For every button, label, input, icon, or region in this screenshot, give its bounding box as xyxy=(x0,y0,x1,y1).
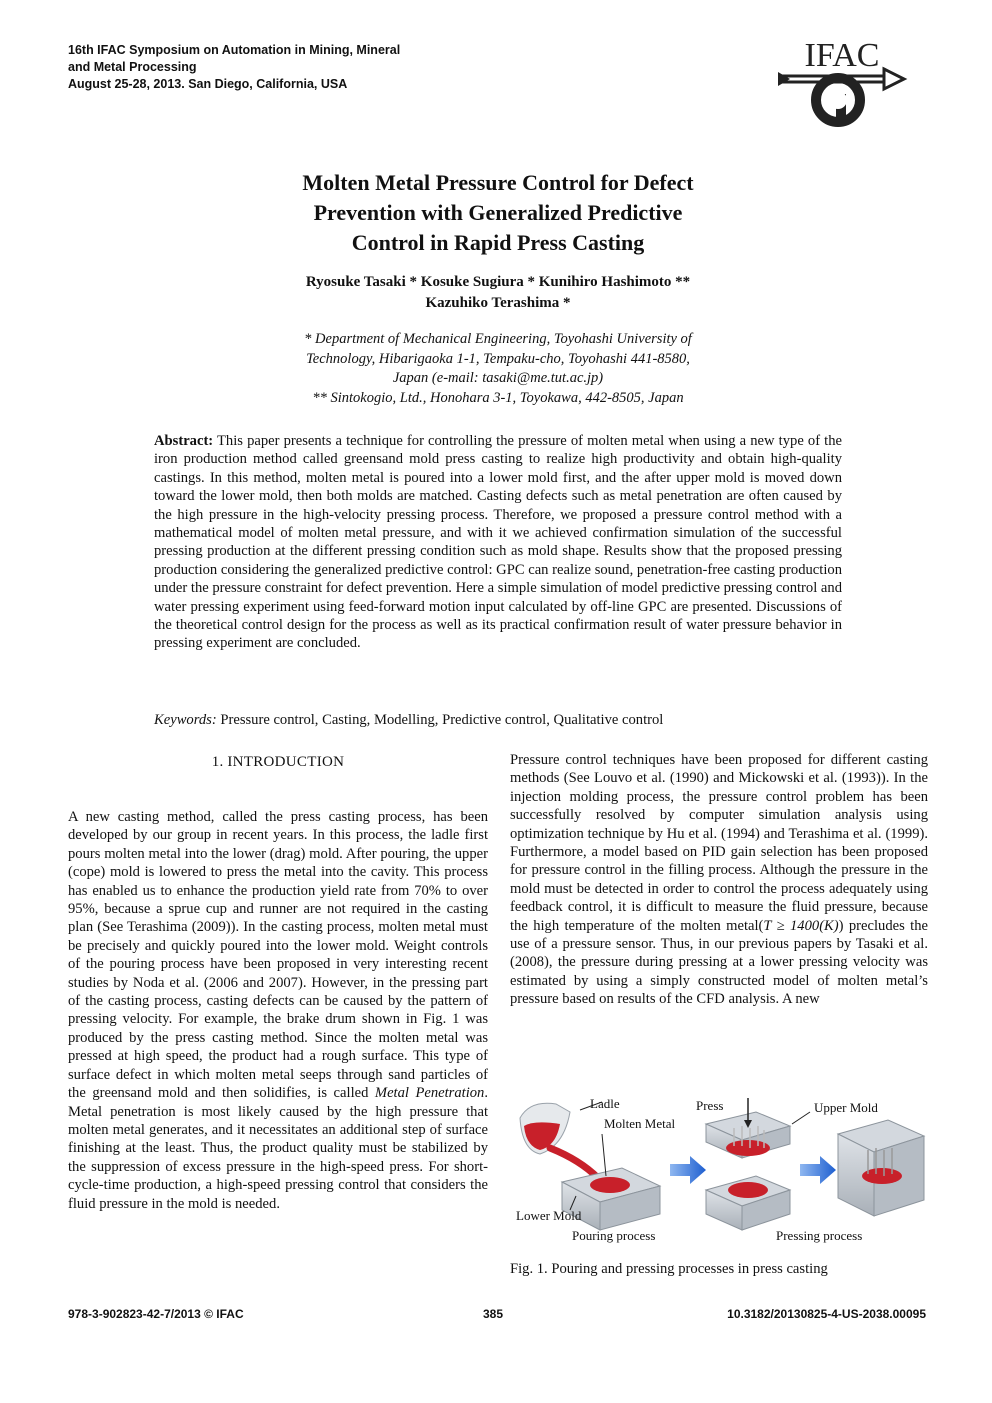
abstract-label: Abstract: xyxy=(154,433,214,449)
label-press: Press xyxy=(696,1098,724,1113)
figure-1 xyxy=(510,1090,930,1250)
affiliation-line-1: * Department of Mechanical Engineering, Toyohashi University of xyxy=(304,331,692,347)
section-title: INTRODUCTION xyxy=(227,754,345,770)
conference-line-1: 16th IFAC Symposium on Automation in Mining, Mineral xyxy=(68,43,401,57)
affiliations xyxy=(200,330,796,408)
paper-title xyxy=(200,168,796,258)
title-line-1: Molten Metal Pressure Control for Defect xyxy=(302,170,694,195)
left-paragraph-part-2: . Metal penetration is most likely caused by the high pressure that molten metal generates, and it necessitates an additional step of surface finishing at the least. Thus, the product quality must be stabilized by the suppression of excess pressure in the high-speed press. For short-cycle-time production, a high-speed pressing control that considers the fluid pressure in the mold is needed. xyxy=(68,1085,489,1212)
label-molten-metal: Molten Metal xyxy=(604,1116,676,1131)
matched-molds-stage xyxy=(838,1120,924,1216)
conference-line-3: August 25-28, 2013. San Diego, California, USA xyxy=(68,77,348,91)
label-pressing-process: Pressing process xyxy=(776,1228,863,1243)
left-paragraph-part-1: A new casting method, called the press casting process, has been developed by our group in recent years. In this process, the ladle first pours molten metal into the lower (drag) mold. After pouring, the upper (cope) mold is lowered to press the metal into the cavity. This process has enabled us to enhance the production yield rate from 70% to over 95%, because a sprue cup and runner are not required in the casting plan (See Terashima (2009)). In the casting process, molten metal must be precisely and quickly poured into the lower mold. Weight controls of the pouring process have been proposed in very interesting recent studies by Noda et al. (2006 and 2007). However, in the pressing part of the casting process, casting defects can be caused by the pattern of pressing velocity. For example, the brake drum shown in Fig. 1 was produced by the press casting method. Since the molten metal was pressed at high speed, the product had a rough surface. This type of surface defect in which molten metal seeps through sand particles of the greensand mold and then solidifies, is called xyxy=(68,809,488,1102)
keywords-text: Pressure control, Casting, Modelling, Predictive control, Qualitative control xyxy=(220,712,664,728)
title-line-2: Prevention with Generalized Predictive xyxy=(313,200,683,225)
label-pouring-process: Pouring process xyxy=(572,1228,656,1243)
footer-page-number: 385 xyxy=(483,1307,504,1321)
process-arrow-2 xyxy=(800,1156,836,1184)
abstract-text: This paper presents a technique for controlling the pressure of molten metal when using a new type of the iron production method called greensand mold press casting to realize high productivity and obtain high-quality castings. In this method, molten metal is poured into a lower mold first, and the after upper mold is moved down toward the lower mold, then both molds are matched. Casting defects such as metal penetration are often caused by the high pressure in the high-velocity pressing process. Therefore, we proposed a pressure control method with a mathematical model of molten metal pressure, and with it we achieved confirmation simulation of the successful pressing production at the different pressing condition such as mold shape. Results show that the proposed pressing production considering the generalized predictive control: GPC can realize sound, penetration-free casting production under the pressure constraint for defect prevention. Here a simple simulation of model predictive pressing control and water pressing experiment using feed-forward motion input calculated by off-line GPC are presented. Discussions of the theoretical control design for the process as well as its practical confirmation result of water pressure behavior in pressing experiment are concluded. xyxy=(154,433,842,652)
pressing-stage xyxy=(706,1098,810,1230)
abstract xyxy=(154,432,842,653)
conference-header xyxy=(68,42,448,93)
title-line-3: Control in Rapid Press Casting xyxy=(351,230,645,255)
right-paragraph-part-1: Pressure control techniques have been proposed for different casting methods (See Louvo et al. (1990) and Mickowski et al. (1993)). In the injection molding process, the pressure control problem has been successfully resolved by computer simulation analysis using optimization technique by Hu et al. (1994) and Terashima et al. (1999). Furthermore, a model based on PID gain selection has been proposed for pressure control in the filling process. Although the pressure in the mold must be detected in order to control the process adequately using feedback control, it is difficult to measure the fluid pressure, because the high temperature of the molten metal( xyxy=(510,752,928,934)
ifac-logo xyxy=(776,36,908,132)
keywords xyxy=(154,711,842,729)
metal-penetration-term: Metal Penetration xyxy=(374,1085,485,1102)
label-upper-mold: Upper Mold xyxy=(814,1100,878,1115)
right-column-paragraph xyxy=(510,751,928,1009)
ifac-logo-graphic xyxy=(776,36,908,132)
right-paragraph-part-2: ) precludes the use of a pressure sensor. Thus, in our previous papers by Tasaki et al. (2008), the pressure during pressing at a lower pressing velocity was estimated by using a simply constructed model of molten metal’s pressure based on results of the CFD analysis. A new xyxy=(510,917,928,1008)
footer-doi: 10.3182/20130825-4-US-2038.00095 xyxy=(727,1307,926,1321)
label-ladle: Ladle xyxy=(590,1096,620,1111)
authors-line-2: Kazuhiko Terashima * xyxy=(425,295,571,311)
authors xyxy=(200,272,796,314)
section-number: 1. xyxy=(211,754,224,770)
ifac-logo-text: IFAC xyxy=(804,37,880,74)
label-lower-mold: Lower Mold xyxy=(516,1208,582,1223)
keywords-label: Keywords: xyxy=(154,712,217,728)
figure-1-illustration xyxy=(510,1090,930,1250)
footer-isbn: 978-3-902823-42-7/2013 © IFAC xyxy=(68,1307,244,1321)
affiliation-line-4: ** Sintokogio, Ltd., Honohara 3-1, Toyokawa, 442-8505, Japan xyxy=(312,389,684,406)
affiliation-line-3: Japan (e-mail: tasaki@me.tut.ac.jp) xyxy=(392,370,604,386)
affiliation-line-2: Technology, Hibarigaoka 1-1, Tempaku-cho, Toyohashi 441-8580, xyxy=(306,350,690,367)
figure-1-caption: Fig. 1. Pouring and pressing processes in press casting xyxy=(510,1261,828,1277)
temperature-math: T ≥ 1400(K) xyxy=(763,917,839,934)
section-heading xyxy=(68,752,488,772)
process-arrow-1 xyxy=(670,1156,706,1184)
left-column-paragraph xyxy=(68,808,488,1213)
conference-line-2: and Metal Processing xyxy=(68,60,197,74)
authors-line-1: Ryosuke Tasaki * Kosuke Sugiura * Kunihiro Hashimoto ** xyxy=(305,274,691,290)
